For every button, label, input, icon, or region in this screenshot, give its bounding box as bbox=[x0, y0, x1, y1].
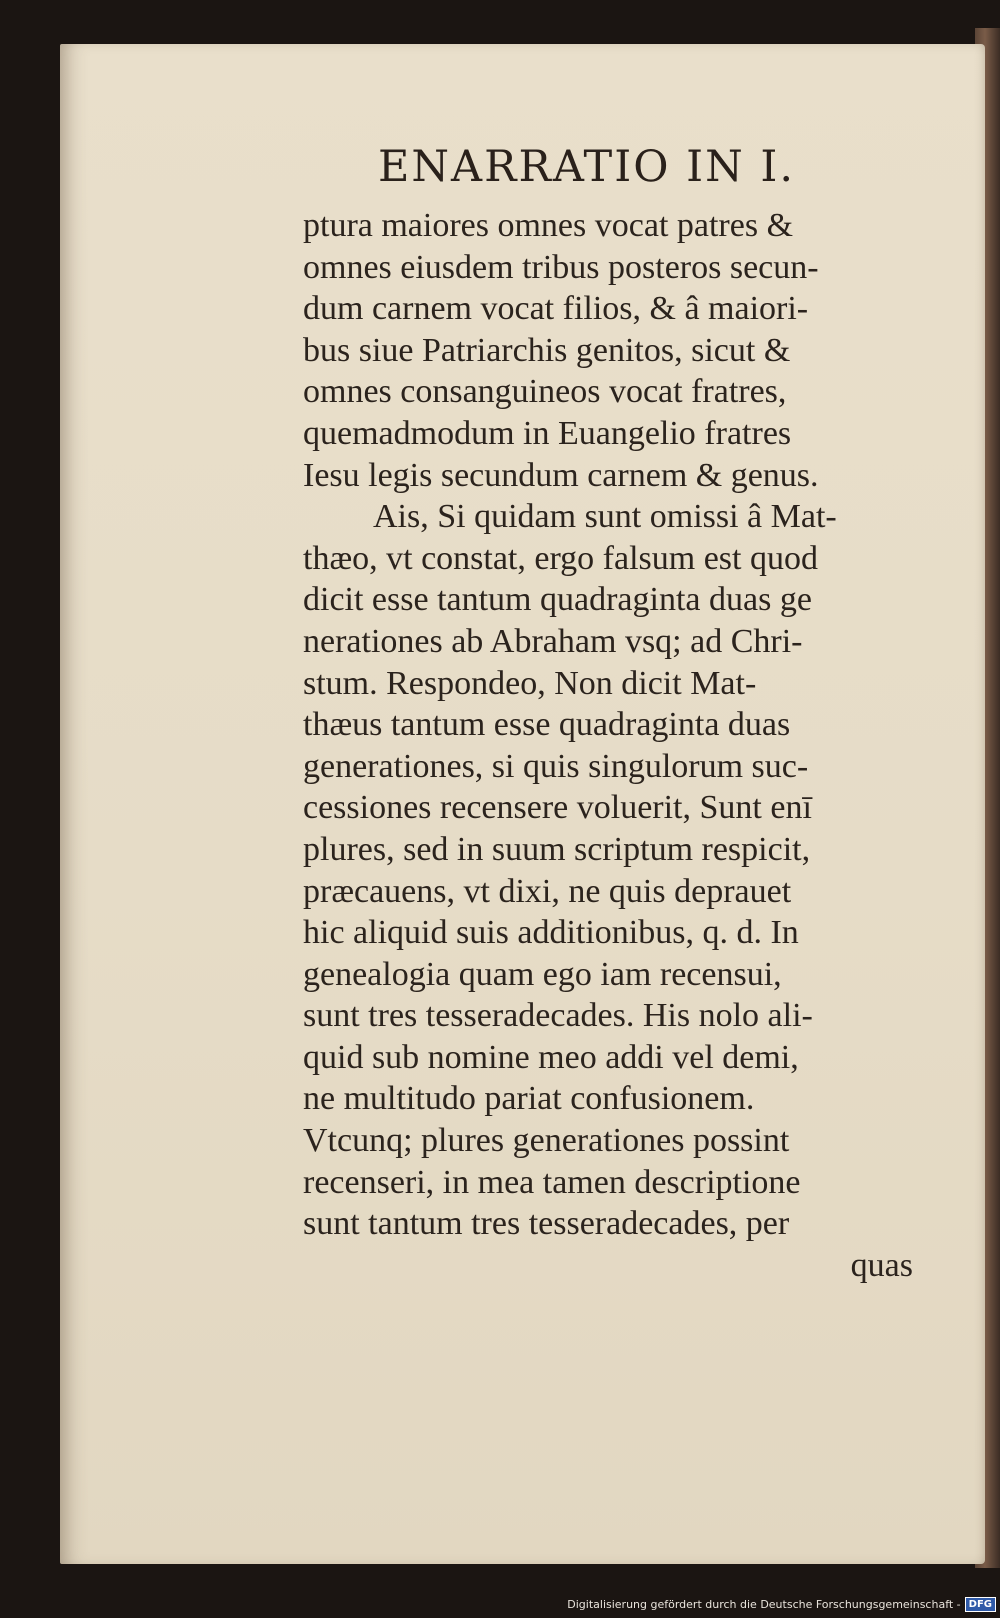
text-line: ptura maiores omnes vocat patres & bbox=[303, 207, 794, 244]
text-line: bus siue Patriarchis genitos, sicut & bbox=[303, 331, 791, 369]
text-line: Iesu legis secundum carnem & genus. bbox=[303, 456, 819, 494]
text-line: thæo, vt constat, ergo falsum est quod bbox=[303, 539, 818, 577]
text-line: cessiones recensere voluerit, Sunt enī bbox=[303, 789, 812, 827]
text-line: thæus tantum esse quadraginta duas bbox=[303, 706, 791, 744]
text-line: ne multitudo pariat confusionem. bbox=[303, 1080, 755, 1118]
text-line: sunt tres tesseradecades. His nolo ali- bbox=[303, 997, 813, 1035]
text-line: recenseri, in mea tamen descriptione bbox=[303, 1163, 801, 1201]
text-line: Ais, Si quidam sunt omissi â Mat- bbox=[373, 498, 837, 536]
text-line: sunt tantum tres tesseradecades, per bbox=[303, 1205, 790, 1243]
text-line: omnes eiusdem tribus posteros secun- bbox=[303, 248, 819, 286]
text-line: genealogia quam ego iam recensui, bbox=[303, 955, 782, 993]
text-line: quemadmodum in Euangelio fratres bbox=[303, 414, 792, 452]
text-line: stum. Respondeo, Non dicit Mat- bbox=[303, 664, 757, 702]
text-line: Vtcunq; plures generationes possint bbox=[303, 1122, 790, 1160]
text-line: dicit esse tantum quadraginta duas ge bbox=[303, 581, 812, 619]
text-line: præcauens, vt dixi, ne quis deprauet bbox=[303, 872, 792, 910]
text-line: plures, sed in suum scriptum respicit, bbox=[303, 830, 811, 868]
body-text bbox=[303, 205, 943, 1286]
dfg-logo-icon: DFG bbox=[965, 1597, 996, 1612]
credit-text: Digitalisierung gefördert durch die Deutsche Forschungsgemeinschaft - bbox=[567, 1597, 961, 1611]
text-line: hic aliquid suis additionibus, q. d. In bbox=[303, 914, 799, 952]
text-line: quid sub nomine meo addi vel demi, bbox=[303, 1038, 799, 1076]
text-line: dum carnem vocat filios, & â maiori- bbox=[303, 290, 809, 328]
catchword: quas bbox=[850, 1246, 913, 1284]
text-line: omnes consanguineos vocat fratres, bbox=[303, 373, 787, 411]
digitization-credit bbox=[567, 1594, 996, 1614]
running-title: ENARRATIO IN I. bbox=[378, 142, 796, 192]
text-line: generationes, si quis singulorum suc- bbox=[303, 747, 809, 785]
text-line: nerationes ab Abraham vsq; ad Chri- bbox=[303, 622, 803, 660]
